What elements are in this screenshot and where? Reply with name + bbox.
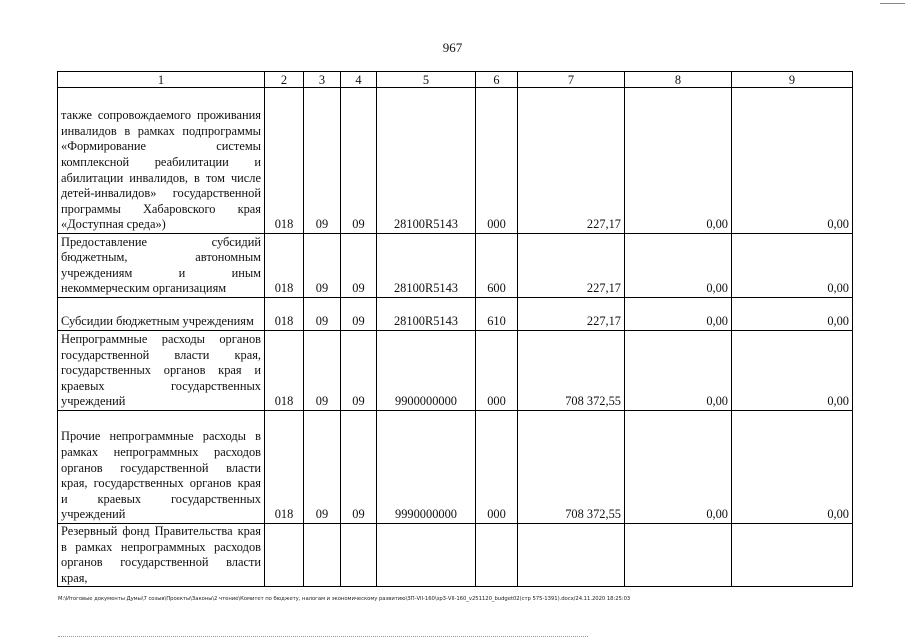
subsection-code: 09 xyxy=(341,298,377,331)
amount-col-8: 0,00 xyxy=(625,411,732,524)
section-code: 09 xyxy=(304,411,341,524)
row-description: также сопровождаемого проживания инвалидов в рамках подпрограммы «Формирование системы комплексной реабилитации и абилитации инвалидов, в том числе детей-инвалидов» государственной программы Хабаровского края «Доступная среда») xyxy=(58,88,265,234)
amount-col-8: 0,00 xyxy=(625,234,732,298)
amount-col-7: 708 372,55 xyxy=(518,331,625,411)
expense-type-code: 000 xyxy=(476,411,518,524)
expense-type-code xyxy=(476,524,518,587)
subsection-code: 09 xyxy=(341,411,377,524)
column-header: 6 xyxy=(476,72,518,88)
amount-col-9 xyxy=(732,524,853,587)
subsection-code: 09 xyxy=(341,331,377,411)
section-code: 09 xyxy=(304,331,341,411)
table-row xyxy=(58,234,853,298)
amount-col-7: 227,17 xyxy=(518,298,625,331)
target-article-code: 9990000000 xyxy=(377,411,476,524)
amount-col-7: 227,17 xyxy=(518,88,625,234)
column-header: 4 xyxy=(341,72,377,88)
amount-col-8: 0,00 xyxy=(625,88,732,234)
column-header: 5 xyxy=(377,72,476,88)
budget-table xyxy=(57,71,853,587)
row-description: Прочие непрограммные расходы в рамках непрограммных расходов органов государственной власти края, государственных органов края и краевых государственных учреждений xyxy=(58,411,265,524)
ministry-code: 018 xyxy=(265,88,304,234)
page-number: 967 xyxy=(442,40,463,55)
subsection-code: 09 xyxy=(341,88,377,234)
column-header: 2 xyxy=(265,72,304,88)
amount-col-7: 708 372,55 xyxy=(518,411,625,524)
target-article-code xyxy=(377,524,476,587)
column-header: 7 xyxy=(518,72,625,88)
table-row xyxy=(58,331,853,411)
amount-col-9: 0,00 xyxy=(732,88,853,234)
top-edge-line xyxy=(880,3,905,4)
ministry-code: 018 xyxy=(265,234,304,298)
row-description: Резервный фонд Правительства края в рамках непрограммных расходов органов государственной власти края, xyxy=(58,524,265,587)
header-row xyxy=(58,72,853,88)
amount-col-9: 0,00 xyxy=(732,234,853,298)
amount-col-8: 0,00 xyxy=(625,331,732,411)
expense-type-code: 600 xyxy=(476,234,518,298)
column-header: 9 xyxy=(732,72,853,88)
section-code: 09 xyxy=(304,298,341,331)
amount-col-7: 227,17 xyxy=(518,234,625,298)
table-row xyxy=(58,411,853,524)
amount-col-7 xyxy=(518,524,625,587)
amount-col-8: 0,00 xyxy=(625,298,732,331)
table-row xyxy=(58,524,853,587)
amount-col-9: 0,00 xyxy=(732,298,853,331)
ministry-code: 018 xyxy=(265,331,304,411)
row-description: Непрограммные расходы органов государственной власти края, государственных органов края и краевых государственных учреждений xyxy=(58,331,265,411)
section-code: 09 xyxy=(304,88,341,234)
amount-col-9: 0,00 xyxy=(732,411,853,524)
expense-type-code: 610 xyxy=(476,298,518,331)
target-article-code: 28100R5143 xyxy=(377,298,476,331)
target-article-code: 28100R5143 xyxy=(377,88,476,234)
target-article-code: 28100R5143 xyxy=(377,234,476,298)
column-header: 3 xyxy=(304,72,341,88)
table-row xyxy=(58,88,853,234)
subsection-code xyxy=(341,524,377,587)
table-row xyxy=(58,298,853,331)
ministry-code xyxy=(265,524,304,587)
document-path-footer: M:\Итоговые документы Думы\7 созыв\Проекты\Законы\2 чтение\Комитет по бюджету, налогам и экономическому развитию\ЗП-VII-160\зр3-VII-160_v251120_budget02(стр 575-1391).docx/24.11.2020 18:25:03 xyxy=(58,596,631,602)
amount-col-9: 0,00 xyxy=(732,331,853,411)
target-article-code: 9900000000 xyxy=(377,331,476,411)
subsection-code: 09 xyxy=(341,234,377,298)
ministry-code: 018 xyxy=(265,411,304,524)
amount-col-8 xyxy=(625,524,732,587)
bottom-edge-line xyxy=(58,636,588,637)
column-header: 1 xyxy=(58,72,265,88)
expense-type-code: 000 xyxy=(476,88,518,234)
column-header: 8 xyxy=(625,72,732,88)
expense-type-code: 000 xyxy=(476,331,518,411)
row-description: Субсидии бюджетным учреждениям xyxy=(58,298,265,331)
row-description: Предоставление субсидий бюджетным, автономным учреждениям и иным некоммерческим организациям xyxy=(58,234,265,298)
section-code: 09 xyxy=(304,234,341,298)
ministry-code: 018 xyxy=(265,298,304,331)
section-code xyxy=(304,524,341,587)
